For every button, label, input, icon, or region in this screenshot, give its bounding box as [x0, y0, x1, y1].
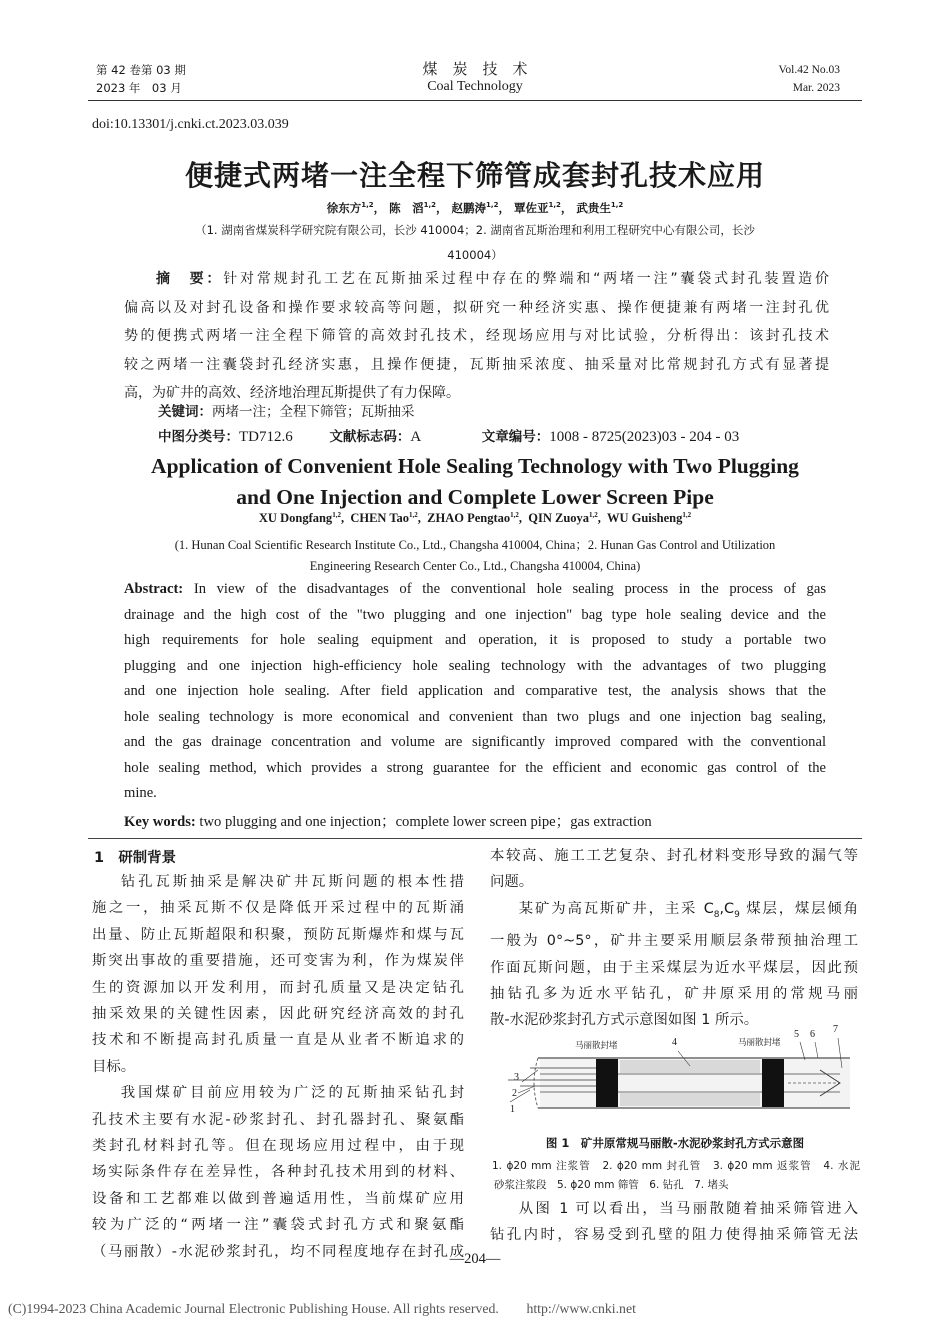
callout-5: 5: [794, 1029, 799, 1040]
hole-sealing-diagram: [500, 1030, 860, 1130]
copyright-footer: (C)1994-2023 China Academic Journal Electronic Publishing House. All rights reserved. http://www.cnki.net: [8, 1301, 636, 1316]
marithane-plug-left: [596, 1059, 618, 1107]
author-cn: 陈 滔$^{1,2}$: [389, 201, 437, 215]
callout-1: 1: [510, 1104, 515, 1115]
abstract-en: Abstract: In view of the disadvantages of the conventional hole sealing process in the process of gas drainage and the high cost of the "two plugging and one injection" bag type hole sealing device and the high requirements for hole sealing equipment and operation, it is proposed to study a portable two plugging and one injection high-efficiency hole sealing technology with the advantages of two plugging and one injection hole sealing. After field application and comparative test, the analysis shows that the hole sealing technology is more economical and convenient than two plugs and one injection bag sealing, and the gas drainage concentration and volume are significantly improved compared with the conventional hole sealing method, which provides a strong guarantee for the efficient and economic gas control of the mine.: [124, 581, 827, 801]
figure-1-legend: 1. ϕ20 mm 注浆管 2. ϕ20 mm 封孔管 3. ϕ20 mm 返浆管 4. 水泥 砂浆注浆段 5. ϕ20 mm 筛管 6. 钻孔 7. 堵头: [492, 1160, 860, 1191]
author-cn: 武贵生$^{1,2}$: [576, 201, 624, 215]
authors-cn: 徐东方$^{1,2}$， 陈 滔$^{1,2}$， 赵鹏涛$^{1,2}$， 覃佐亚$^{1,2}$， 武贵生$^{1,2}$: [326, 201, 624, 215]
keywords-en: Key words: two plugging and one injection；complete lower screen pipe；gas extraction: [124, 814, 652, 830]
author-cn: 徐东方$^{1,2}$: [326, 201, 374, 215]
title-en: Application of Convenient Hole Sealing Technology with Two Plugging and One Injection and Complete Lower Screen Pipe: [151, 454, 799, 509]
affiliations-cn-line1: （1. 湖南省煤炭科学研究院有限公司，长沙 410004；2. 湖南省瓦斯治理和利用工程研究中心有限公司，长沙: [195, 223, 755, 237]
affiliations-cn-line2: 410004）: [447, 248, 503, 262]
callout-2: 2: [512, 1088, 517, 1099]
year-month: 2023 年 03 月: [96, 81, 182, 95]
cement-grouting-section-bottom: [620, 1093, 760, 1106]
page-number: —204—: [449, 1251, 501, 1267]
journal-name-en: Coal Technology: [427, 79, 523, 94]
callout-4: 4: [672, 1037, 677, 1048]
right-column-bottom: 从图 1 可以看出，当马丽散随着抽采筛管进入 钻孔内时，容易受到孔壁的阻力使得抽采筛管无法: [490, 1201, 858, 1244]
label-marithane-right: 马丽散封堵: [738, 1038, 781, 1048]
header-rule: [88, 100, 862, 101]
abstract-en-label: Abstract:: [124, 581, 184, 597]
author-en: CHEN Tao$^{1,2}$: [350, 511, 418, 526]
abstract-rule: [88, 838, 862, 839]
author-cn: 覃佐亚$^{1,2}$: [513, 201, 561, 215]
volume-issue-en: Vol.42 No.03: [778, 64, 840, 76]
keywords-cn: 关键词：两堵一注；全程下筛管；瓦斯抽采: [158, 404, 415, 420]
author-cn: 赵鹏涛$^{1,2}$: [451, 201, 499, 215]
callout-6: 6: [810, 1029, 815, 1040]
author-en: WU Guisheng$^{1,2}$: [606, 511, 692, 526]
figure-1: [500, 1024, 860, 1130]
section-1-title: 1 研制背景: [94, 850, 176, 866]
cement-grouting-section-top: [620, 1060, 760, 1073]
author-en: QIN Zuoya$^{1,2}$: [528, 511, 598, 526]
figure-1-caption: 图 1 矿井原常规马丽散-水泥砂浆封孔方式示意图: [545, 1136, 805, 1150]
callout-7: 7: [833, 1024, 838, 1035]
marithane-plug-right: [762, 1059, 784, 1107]
author-en: ZHAO Pengtao$^{1,2}$: [427, 511, 519, 526]
left-column: 钻孔瓦斯抽采是解决矿井瓦斯问题的根本性措 施之一，抽采瓦斯不仅是降低开采过程中的瓦斯涌 出量、防止瓦斯超限和积聚，预防瓦斯爆炸和煤与瓦 斯突出事故的重要措施，还可变害为利，作为煤炭伴 生的资源加以开发利用，而封孔质量又是决定钻孔 抽采效果的关键性因素，因此研究经济高效的封孔 技术和不断提高封孔质量一直是从业者不断追求的 目标。 我国煤矿目前应用较为广泛的瓦斯抽采钻孔封 孔技术主要有水泥-砂浆封孔、封孔器封孔、聚氨酯 类封孔材料封孔等。但在现场应用过程中，由于现 场实际条件存在差异性，各种封孔技术用到的材料、 设备和工艺都难以做到普遍适用性，当前煤矿应用 较为广泛的“两堵一注”囊袋式封孔方式和聚氨酯 （马丽散）-水泥砂浆封孔，均不同程度地存在封孔成: [92, 874, 464, 1260]
classification-line: 中图分类号：TD712.6 文献标志码：A 文章编号：1008 - 8725(2023)03 - 204 - 03: [158, 429, 740, 445]
callout-3: 3: [514, 1072, 519, 1083]
journal-name-cn: 煤 炭 技 术: [422, 60, 528, 78]
abstract-cn-label: 摘 要：: [156, 271, 224, 287]
right-column-top: 本较高、施工工艺复杂、封孔材料变形导致的漏气等 问题。 某矿为高瓦斯矿井，主采 $C_8,C_9$ 煤层，煤层倾角 一般为 0°~5°，矿井主要采用顺层条带预抽治理工 作面瓦斯问题，由于主采煤层为近水平煤层，因此预 抽钻孔多为近水平钻孔，矿井原采用的常规马丽 散-水泥砂浆封孔方式示意图如图 1 所示。: [490, 848, 859, 1029]
doi: doi:10.13301/j.cnki.ct.2023.03.039: [92, 117, 289, 132]
abstract-cn: 摘 要：针对常规封孔工艺在瓦斯抽采过程中存在的弊端和“两堵一注”囊袋式封孔装置造价 偏高以及对封孔设备和操作要求较高等问题，拟研究一种经济实惠、操作便捷兼有两堵一注封孔优 势的便携式两堵一注全程下筛管的高效封孔技术，经现场应用与对比试验，分析得出：该封孔技术 较之两堵一注囊袋封孔经济实惠，且操作便捷，瓦斯抽采浓度、抽采量对比常规封孔方式有显著提 高，为矿井的高效、经济地治理瓦斯提供了有力保障。: [124, 271, 829, 401]
month-year-en: Mar. 2023: [792, 82, 840, 94]
volume-issue: 第 42 卷第 03 期: [96, 63, 186, 77]
title-cn: 便捷式两堵一注全程下筛管成套封孔技术应用: [184, 159, 765, 192]
authors-en: XU Dongfang$^{1,2}$, CHEN Tao$^{1,2}$, ZHAO Pengtao$^{1,2}$, QIN Zuoya$^{1,2}$, WU Guisheng$^{1,2}$: [258, 511, 692, 526]
affiliations-en: (1. Hunan Coal Scientific Research Institute Co., Ltd., Changsha 410004, China；2. Hunan Gas Control and Utilization Engineering Research Center Co., Ltd., Changsha 410004, China): [174, 538, 776, 573]
label-marithane-left: 马丽散封堵: [575, 1041, 618, 1051]
author-en: XU Dongfang$^{1,2}$: [258, 511, 341, 526]
